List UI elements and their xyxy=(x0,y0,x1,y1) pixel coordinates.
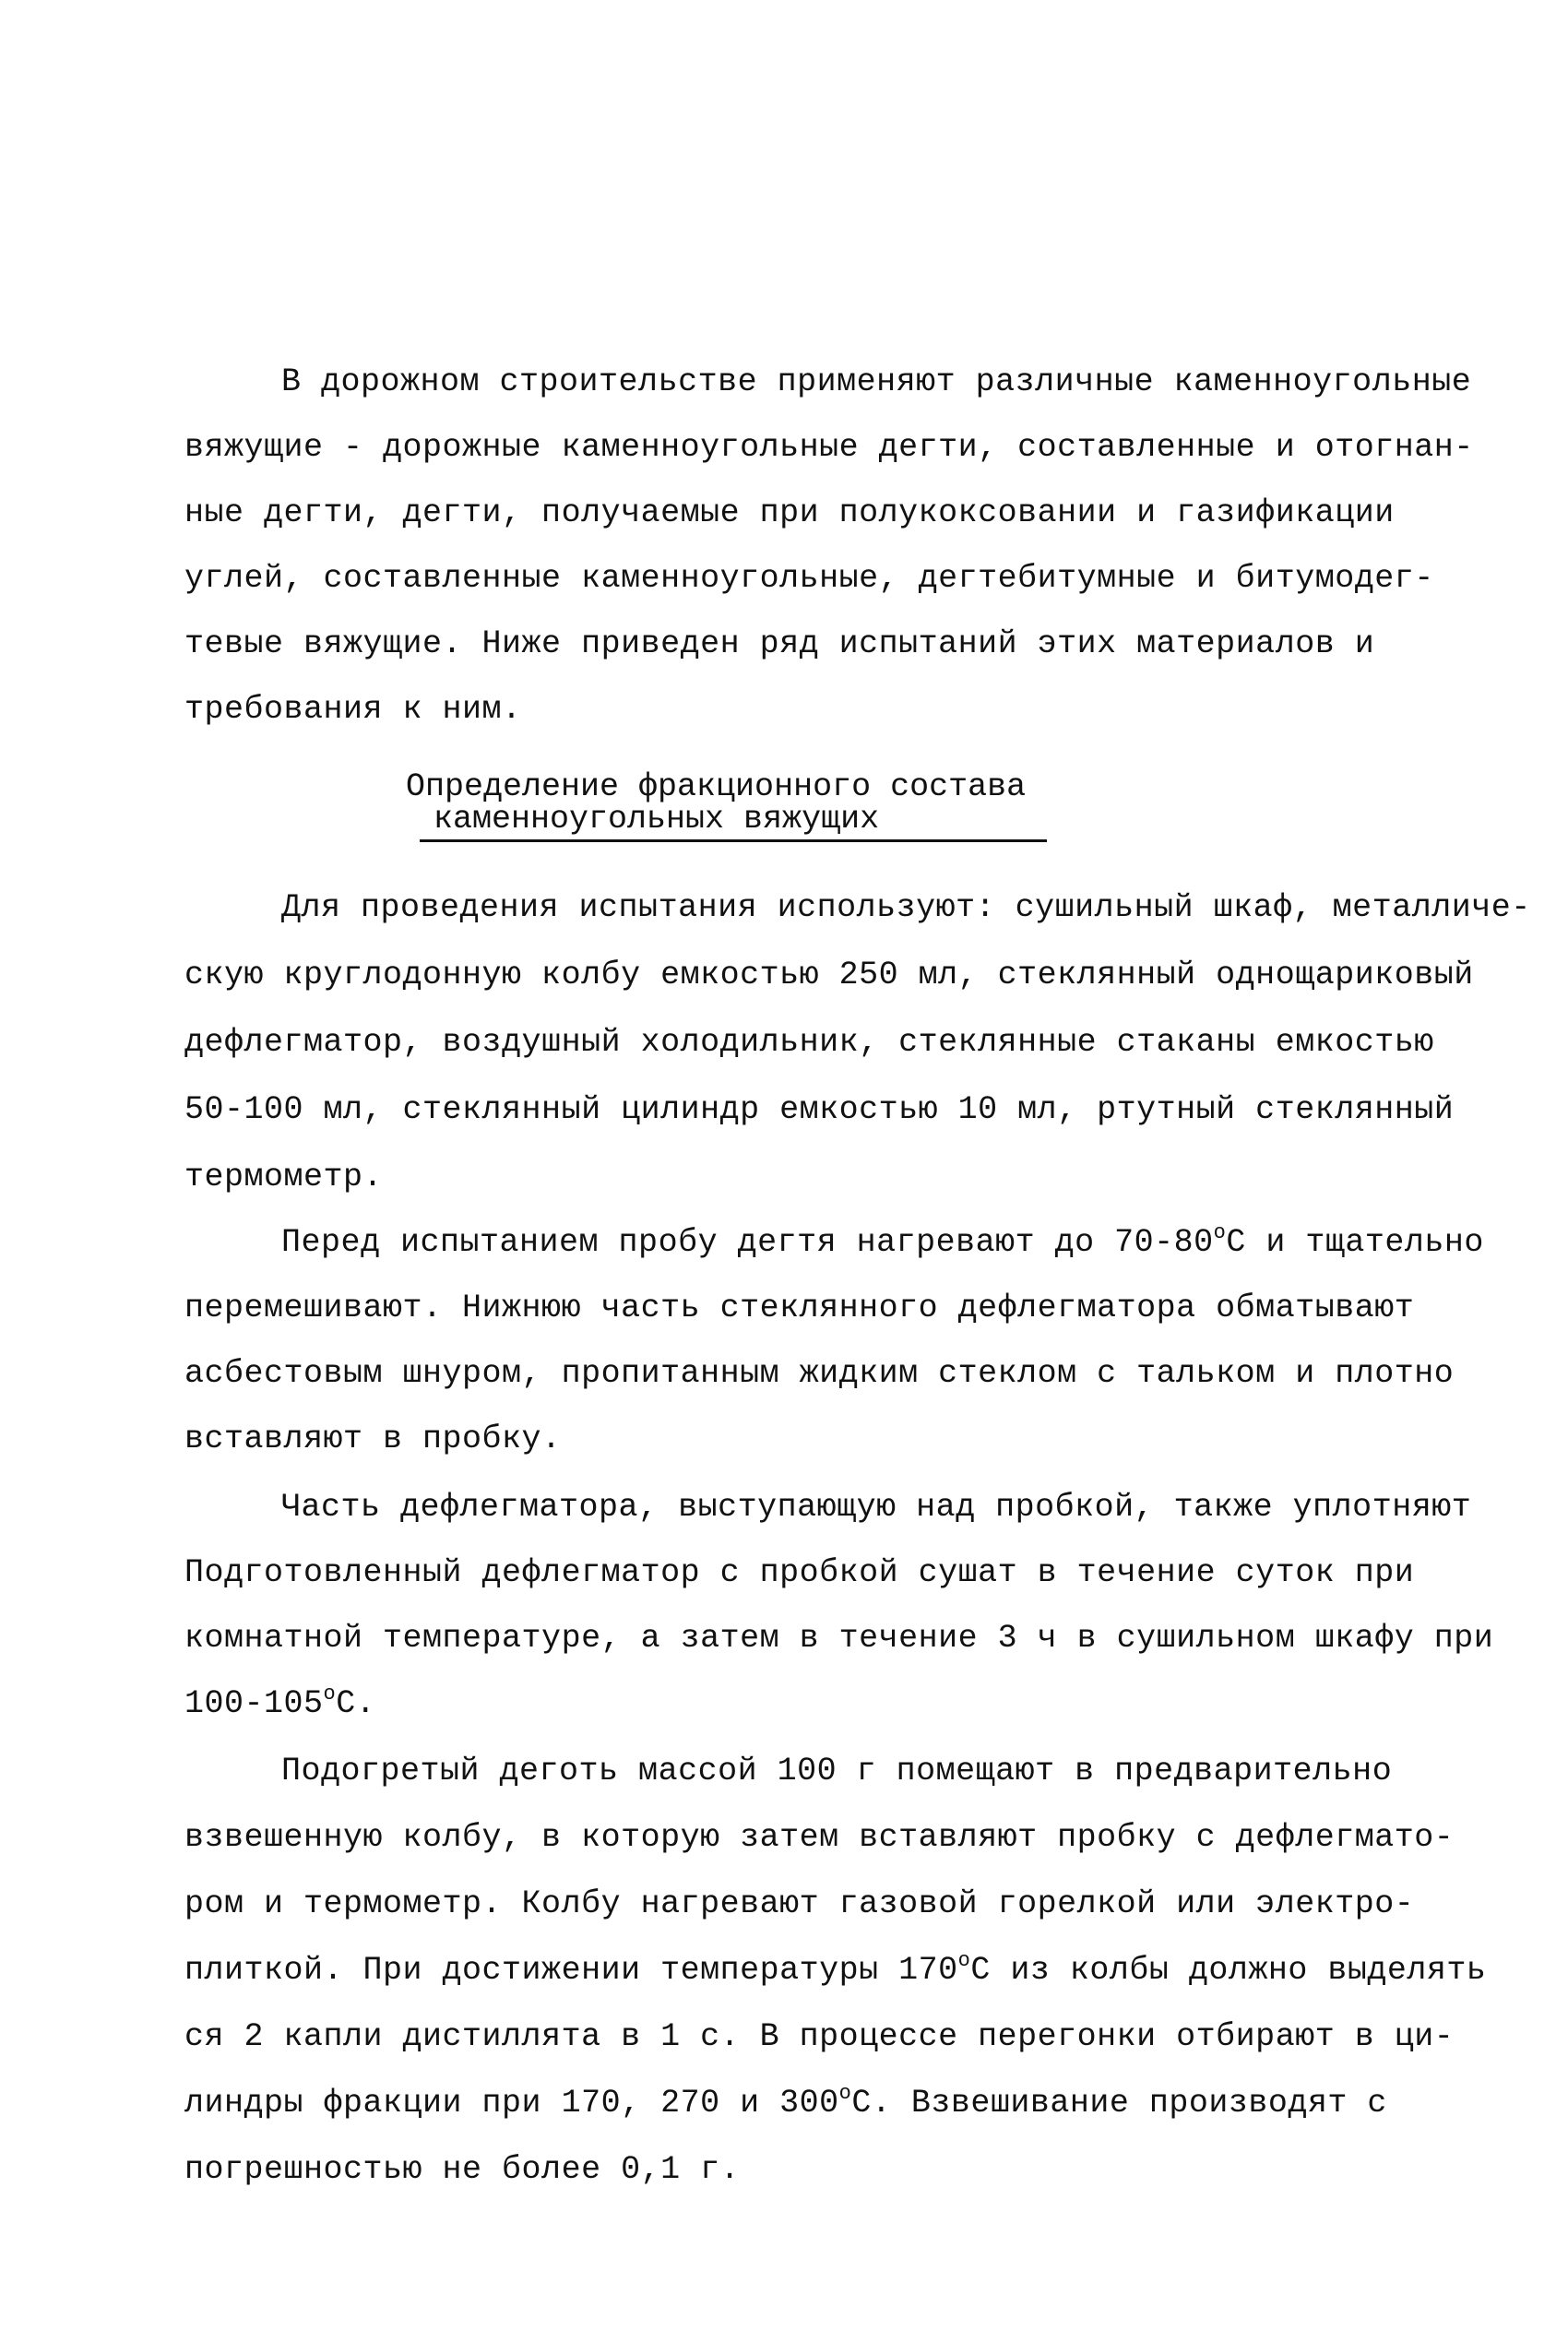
para3-line-2: Подготовленный дефлегматор с пробкой сушат в течение суток при xyxy=(184,1554,1415,1591)
para2-line-1-text-a: Перед испытанием пробу дегтя нагревают до 70-80 xyxy=(281,1224,1214,1261)
para2-line-1-text-b: С и тщательно xyxy=(1226,1224,1484,1261)
para4-line-2: взвешенную колбу, в которую затем вставляют пробку с дефлегмато- xyxy=(184,1819,1455,1856)
para2-line-2: перемешивают. Нижнюю часть стеклянного дефлегматора обматывают xyxy=(184,1290,1415,1326)
para3-line-4 xyxy=(184,1683,375,1728)
section-heading-line-1: Определение фракционного состава xyxy=(406,768,1027,805)
para4-line-4 xyxy=(184,1950,1486,1994)
intro-line-1: В дорожном строительстве применяют различные каменноугольные xyxy=(281,363,1472,400)
para2-line-3: асбестовым шнуром, пропитанным жидким стеклом с тальком и плотно xyxy=(184,1355,1455,1392)
para4-line-5: ся 2 капли дистиллята в 1 с. В процессе перегонки отбирают в ци- xyxy=(184,2018,1455,2055)
para1-line-4: 50-100 мл, стеклянный цилиндр емкостью 10 мл, ртутный стеклянный xyxy=(184,1091,1455,1128)
para4-line-4-text-a: плиткой. При достижении температуры 170 xyxy=(184,1952,958,1989)
para1-line-5: термометр. xyxy=(184,1159,384,1195)
intro-line-2: вяжущие - дорожные каменноугольные дегти, составленные и отогнан- xyxy=(184,429,1474,466)
degree-superscript: о xyxy=(323,1682,337,1706)
para3-line-1: Часть дефлегматора, выступающую над пробкой, также уплотняют xyxy=(281,1489,1472,1526)
heading-underline xyxy=(420,839,1047,842)
section-heading-line-2: каменноугольных вяжущих xyxy=(434,801,880,838)
para3-line-4-text-b: С. xyxy=(336,1685,376,1722)
para4-line-6-text-b: С. Взвешивание производят с xyxy=(851,2085,1387,2122)
para4-line-4-text-b: С из колбы должно выделять xyxy=(970,1952,1487,1989)
degree-superscript: о xyxy=(1213,1221,1227,1244)
para1-line-1: Для проведения испытания используют: сушильный шкаф, металличе- xyxy=(281,889,1531,926)
degree-superscript: о xyxy=(838,2082,852,2105)
para4-line-1: Подогретый деготь массой 100 г помещают в предварительно xyxy=(281,1753,1393,1789)
para3-line-3: комнатной температуре, а затем в течение 3 ч в сушильном шкафу при xyxy=(184,1620,1494,1657)
para4-line-6-text-a: линдры фракции при 170, 270 и 300 xyxy=(184,2085,839,2122)
para4-line-3: ром и термометр. Колбу нагревают газовой горелкой или электро- xyxy=(184,1885,1415,1922)
para4-line-6 xyxy=(184,2083,1387,2127)
para2-line-4: вставляют в пробку. xyxy=(184,1421,562,1457)
intro-line-3: ные дегти, дегти, получаемые при полукоксовании и газификации xyxy=(184,494,1395,531)
para1-line-2: скую круглодонную колбу емкостью 250 мл, стеклянный однощариковый xyxy=(184,957,1474,993)
intro-line-5: тевые вяжущие. Ниже приведен ряд испытаний этих материалов и xyxy=(184,625,1375,662)
intro-line-6: требования к ним. xyxy=(184,691,522,728)
para4-line-7: погрешностью не более 0,1 г. xyxy=(184,2151,741,2188)
intro-line-4: углей, составленные каменноугольные, дегтебитумные и битумодег- xyxy=(184,560,1434,597)
para3-line-4-text-a: 100-105 xyxy=(184,1685,324,1722)
degree-superscript: о xyxy=(957,1949,971,1972)
para2-line-1 xyxy=(281,1222,1484,1266)
para1-line-3: дефлегматор, воздушный холодильник, стеклянные стаканы емкостью xyxy=(184,1024,1434,1061)
